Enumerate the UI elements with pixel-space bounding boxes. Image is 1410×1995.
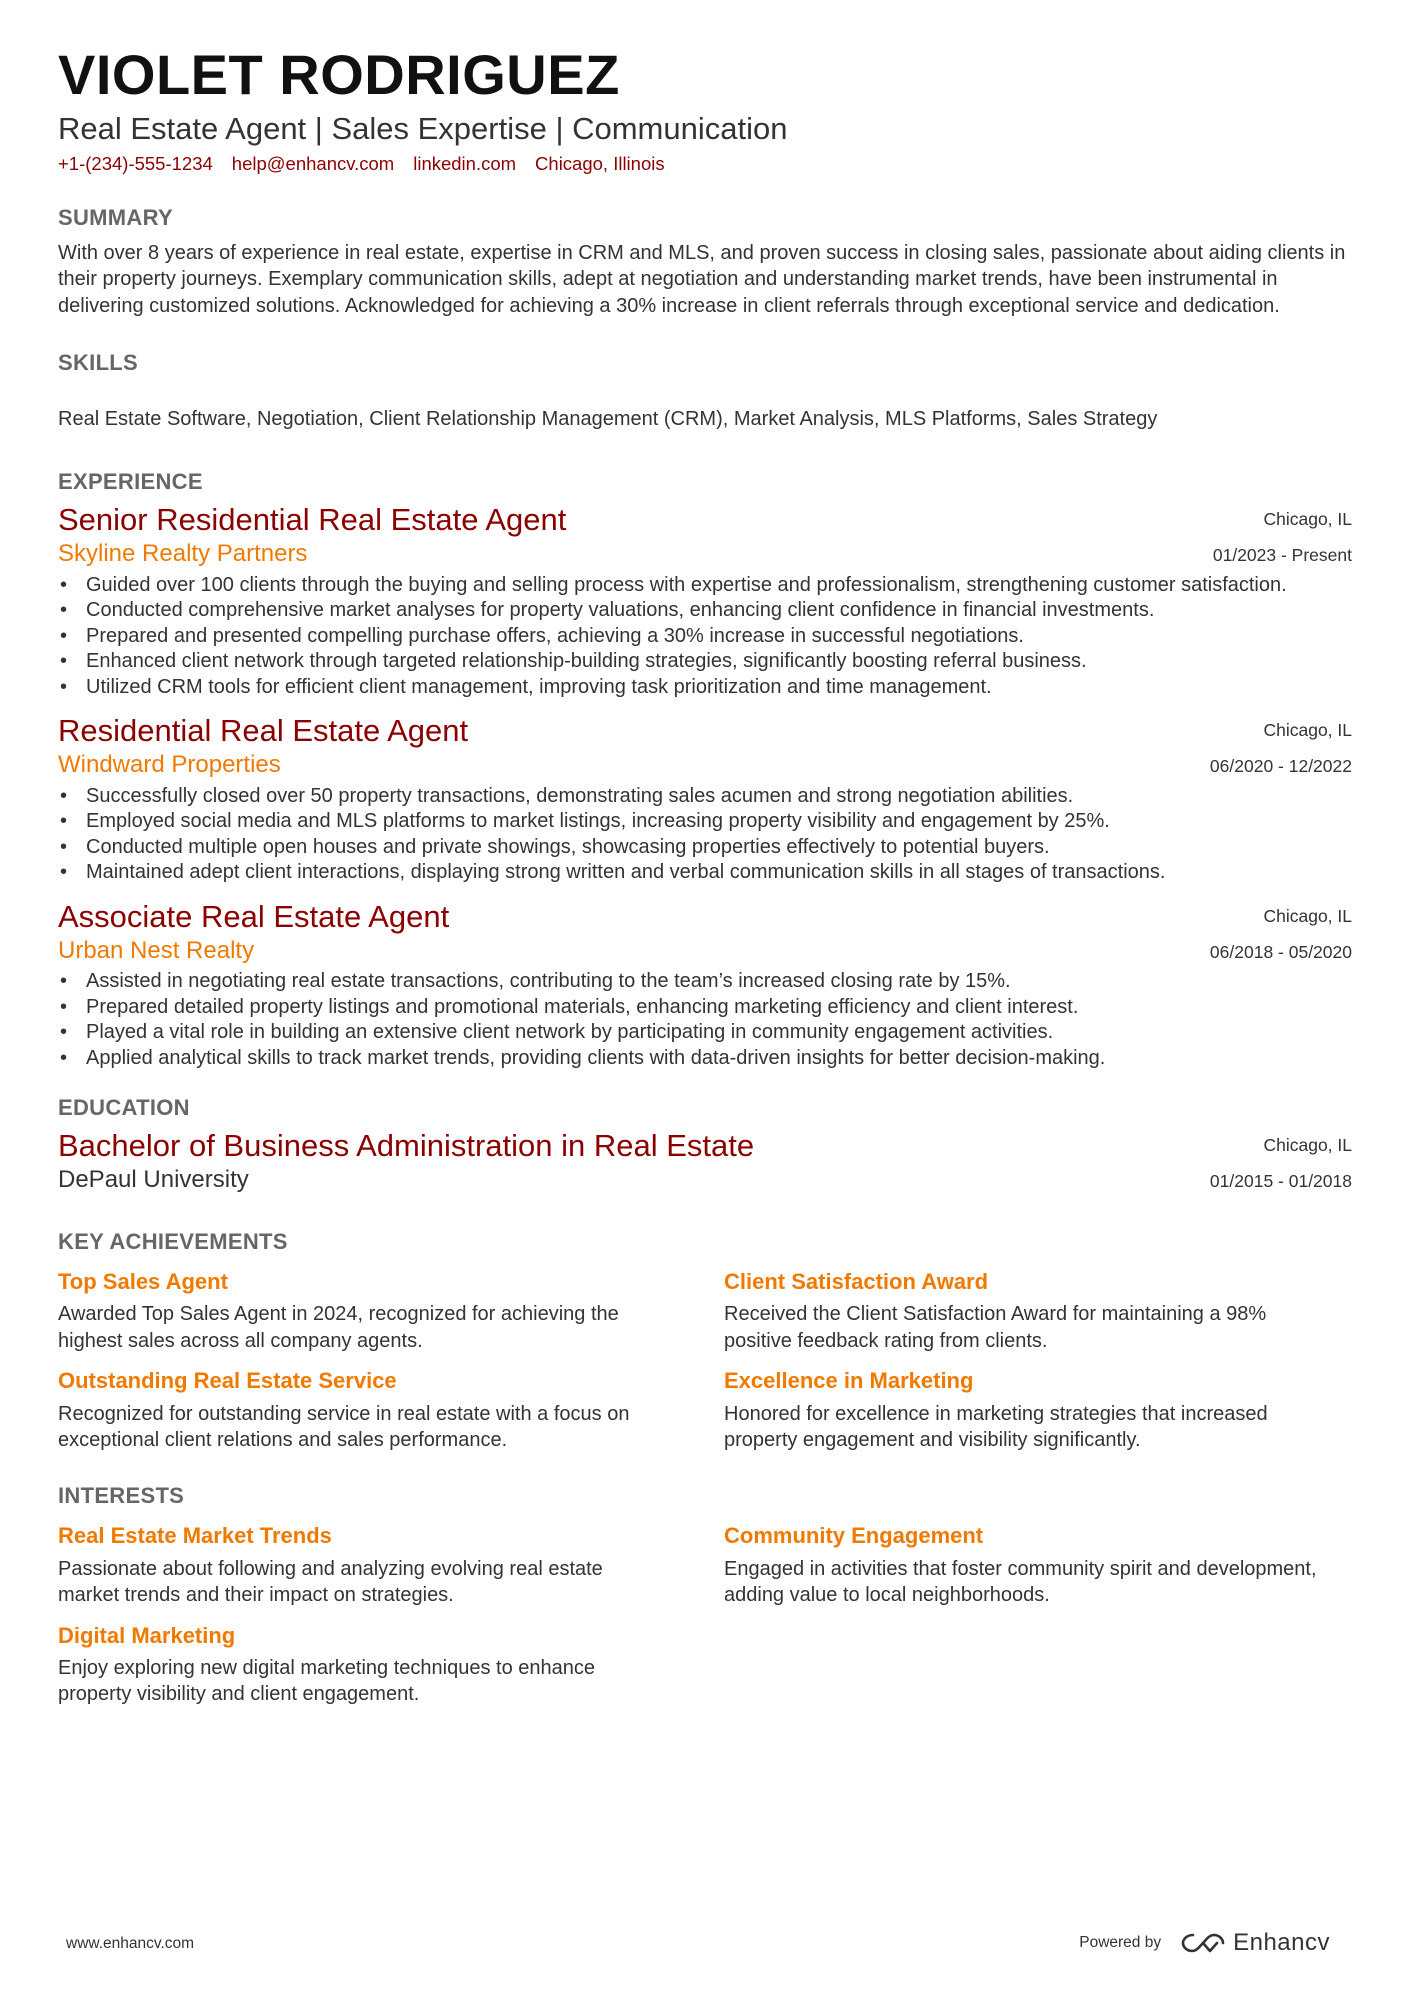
headline: Real Estate Agent | Sales Expertise | Communication xyxy=(58,110,788,146)
section-title: SUMMARY xyxy=(58,204,173,230)
job-dates: 06/2020 - 12/2022 xyxy=(1209,756,1352,777)
footer-website[interactable]: www.enhancv.com xyxy=(66,1935,195,1952)
job-meta xyxy=(1213,501,1352,573)
section-title: EDUCATION xyxy=(58,1095,190,1121)
summary-section xyxy=(58,205,1352,319)
candidate-name: VIOLET RODRIGUEZ xyxy=(58,43,620,106)
education-location: Chicago, IL xyxy=(1263,1135,1352,1156)
job-location: Chicago, IL xyxy=(1263,509,1352,530)
job-title: Residential Real Estate Agent xyxy=(58,713,469,749)
achievement-item xyxy=(58,1269,658,1354)
achievements-grid xyxy=(58,1269,1352,1453)
job-location: Chicago, IL xyxy=(1263,720,1352,741)
interest-title: Real Estate Market Trends xyxy=(58,1523,332,1549)
resume-header xyxy=(58,44,1352,175)
phone[interactable]: +1-(234)-555-1234 xyxy=(58,152,213,174)
list-item: • Maintained adept client interactions, displaying strong written and verbal communication skills in all stages of transactions. xyxy=(86,860,1352,886)
section-title: INTERESTS xyxy=(58,1483,185,1509)
job-meta xyxy=(1210,898,1352,970)
achievements-section xyxy=(58,1229,1352,1453)
linkedin-link[interactable]: linkedin.com xyxy=(413,152,517,174)
experience-entry xyxy=(58,712,1352,886)
job-bullets xyxy=(58,573,1352,701)
contact-info xyxy=(58,153,1352,175)
education-meta xyxy=(1210,1127,1352,1199)
interests-grid xyxy=(58,1523,1352,1707)
list-item: • Successfully closed over 50 property transactions, demonstrating sales acumen and strong negotiation abilities. xyxy=(86,784,1352,810)
brand-name: Enhancv xyxy=(1233,1929,1330,1956)
enhancv-logo-icon xyxy=(1181,1931,1225,1955)
job-title: Associate Real Estate Agent xyxy=(58,898,450,934)
interest-item xyxy=(58,1523,658,1608)
email[interactable]: help@enhancv.com xyxy=(231,152,395,174)
list-item: • Conducted multiple open houses and private showings, showcasing properties effectively to potential buyers. xyxy=(86,835,1352,861)
footer-branding xyxy=(1079,1929,1330,1957)
interest-title: Community Engagement xyxy=(724,1523,984,1549)
school-name: DePaul University xyxy=(58,1166,249,1194)
achievement-title: Excellence in Marketing xyxy=(724,1368,974,1394)
education-dates: 01/2015 - 01/2018 xyxy=(1209,1171,1352,1192)
achievement-title: Outstanding Real Estate Service xyxy=(58,1368,397,1394)
company-name: Windward Properties xyxy=(58,751,281,779)
experience-section xyxy=(58,469,1352,1071)
list-item: • Applied analytical skills to track market trends, providing clients with data-driven insights for better decision-making. xyxy=(86,1046,1352,1072)
experience-entry xyxy=(58,501,1352,700)
job-bullets xyxy=(58,784,1352,886)
interest-title: Digital Marketing xyxy=(58,1622,236,1648)
job-dates: 01/2023 - Present xyxy=(1212,545,1352,566)
achievement-desc: Recognized for outstanding service in real estate with a focus on exceptional client relations and sales performance. xyxy=(58,1402,630,1451)
job-dates: 06/2018 - 05/2020 xyxy=(1209,941,1352,962)
job-meta xyxy=(1210,712,1352,784)
list-item: • Prepared and presented compelling purchase offers, achieving a 30% increase in successful negotiations. xyxy=(86,624,1352,650)
section-title: EXPERIENCE xyxy=(58,469,203,495)
job-bullets xyxy=(58,969,1352,1071)
job-title: Senior Residential Real Estate Agent xyxy=(58,502,567,538)
summary-text: With over 8 years of experience in real estate, expertise in CRM and MLS, and proven success in closing sales, passionate about aiding clients in their property journeys. Exemplary communication skills, adept at negotiation and understanding market trends, have been instrumental in delivering customized solutions. Acknowledged for achieving a 30% increase in client referrals through exceptional service and dedication. xyxy=(58,241,1346,317)
interests-section xyxy=(58,1483,1352,1707)
achievement-item xyxy=(724,1269,1324,1354)
job-location: Chicago, IL xyxy=(1263,905,1352,926)
achievement-desc: Honored for excellence in marketing strategies that increased property engagement and visibility significantly. xyxy=(724,1402,1268,1451)
company-name: Skyline Realty Partners xyxy=(58,540,308,568)
section-title: SKILLS xyxy=(58,349,139,375)
list-item: • Conducted comprehensive market analyses for property valuations, enhancing client confidence in financial investments. xyxy=(86,598,1352,624)
achievement-title: Top Sales Agent xyxy=(58,1269,228,1295)
education-section xyxy=(58,1095,1352,1195)
education-entry xyxy=(58,1127,1352,1195)
skills-list: Real Estate Software, Negotiation, Client Relationship Management (CRM), Market Analysis, MLS Platforms, Sales Strategy xyxy=(58,407,1158,430)
interest-item xyxy=(58,1623,658,1708)
experience-entry xyxy=(58,898,1352,1072)
list-item: • Played a vital role in building an extensive client network by participating in community engagement activities. xyxy=(86,1020,1352,1046)
achievement-title: Client Satisfaction Award xyxy=(724,1269,989,1295)
list-item: • Enhanced client network through targeted relationship-building strategies, significantly boosting referral business. xyxy=(86,649,1352,675)
achievement-desc: Awarded Top Sales Agent in 2024, recognized for achieving the highest sales across all company agents. xyxy=(58,1303,619,1352)
list-item: • Employed social media and MLS platforms to market listings, increasing property visibility and engagement by 25%. xyxy=(86,809,1352,835)
list-item: • Prepared detailed property listings and promotional materials, enhancing marketing efficiency and client interest. xyxy=(86,995,1352,1021)
location: Chicago, Illinois xyxy=(535,152,665,174)
achievement-desc: Received the Client Satisfaction Award for maintaining a 98% positive feedback rating from clients. xyxy=(724,1303,1267,1352)
achievement-item xyxy=(58,1368,658,1453)
powered-by-label: Powered by xyxy=(1079,1934,1162,1951)
degree: Bachelor of Business Administration in Real Estate xyxy=(58,1128,755,1164)
skills-section xyxy=(58,350,1352,432)
enhancv-brand[interactable] xyxy=(1181,1929,1330,1957)
interest-desc: Passionate about following and analyzing evolving real estate market trends and their impact on strategies. xyxy=(58,1557,603,1607)
list-item: • Guided over 100 clients through the buying and selling process with expertise and professionalism, strengthening customer satisfaction. xyxy=(86,573,1352,599)
achievement-item xyxy=(724,1368,1324,1453)
interest-desc: Engaged in activities that foster community spirit and development, adding value to local neighborhoods. xyxy=(724,1557,1317,1607)
section-title: KEY ACHIEVEMENTS xyxy=(58,1229,288,1255)
list-item: • Utilized CRM tools for efficient client management, improving task prioritization and time management. xyxy=(86,675,1352,701)
list-item: • Assisted in negotiating real estate transactions, contributing to the team’s increased closing rate by 15%. xyxy=(86,969,1352,995)
interest-item xyxy=(724,1523,1324,1608)
company-name: Urban Nest Realty xyxy=(58,936,255,964)
interest-desc: Enjoy exploring new digital marketing techniques to enhance property visibility and client engagement. xyxy=(58,1656,596,1706)
